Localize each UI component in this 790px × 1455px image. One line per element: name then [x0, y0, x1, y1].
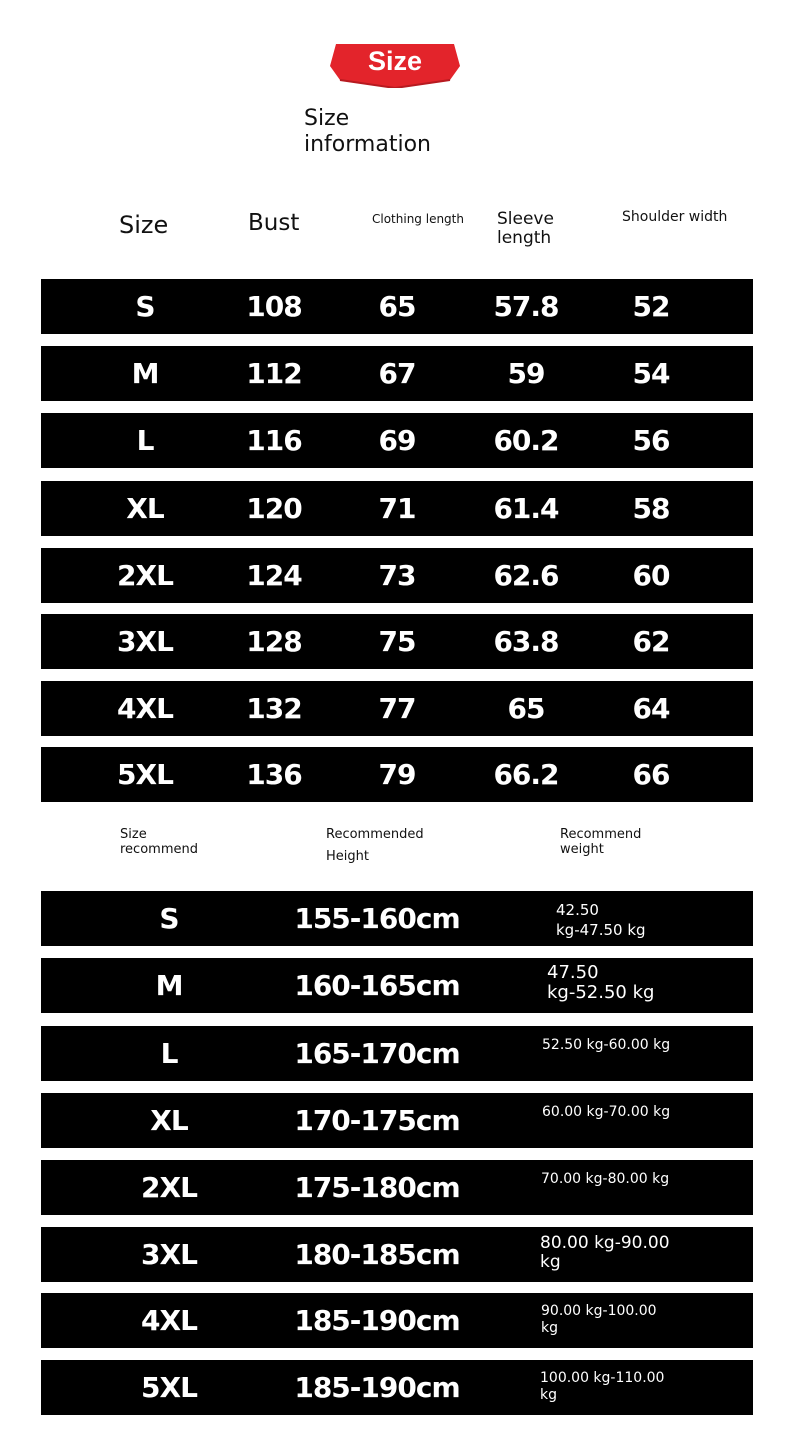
cell-height: 175-180cm	[294, 1171, 460, 1204]
size-badge	[330, 40, 460, 88]
cell-weight-line-2: kg-47.50 kg	[556, 921, 646, 939]
table-row	[41, 614, 753, 669]
header-size: Size	[119, 211, 169, 239]
cell-weight-line-2: kg	[540, 1252, 561, 1272]
cell-weight-line-1: 90.00 kg-100.00	[541, 1303, 657, 1319]
table-row	[41, 548, 753, 603]
cell-size: L	[160, 1037, 178, 1070]
header-sleeve-length	[497, 210, 554, 248]
cell-bust: 120	[246, 492, 302, 525]
cell-weight-line-1: 47.50	[547, 962, 599, 983]
cell-height: 170-175cm	[294, 1104, 460, 1137]
cell-bust: 116	[246, 424, 302, 457]
cell-length: 75	[378, 625, 416, 658]
table-row	[41, 1093, 753, 1148]
cell-bust: 136	[246, 758, 302, 791]
cell-height: 185-190cm	[294, 1371, 460, 1404]
header-size-recommend	[120, 827, 198, 857]
cell-size: 2XL	[141, 1171, 197, 1204]
cell-length: 77	[378, 692, 416, 725]
cell-size: XL	[150, 1104, 188, 1137]
cell-weight-line-2: kg	[541, 1320, 558, 1336]
header-height-line-1: Recommended	[326, 827, 424, 842]
cell-size: 3XL	[141, 1238, 197, 1271]
cell-shoulder: 58	[632, 492, 670, 525]
table-row	[41, 413, 753, 468]
table-row	[41, 1360, 753, 1415]
cell-weight	[541, 1303, 657, 1337]
cell-size: 2XL	[117, 559, 173, 592]
table-row	[41, 1160, 753, 1215]
cell-weight-line-1: 80.00 kg-90.00	[540, 1233, 670, 1253]
cell-shoulder: 62	[632, 625, 670, 658]
cell-size: 5XL	[117, 758, 173, 791]
cell-shoulder: 52	[632, 290, 670, 323]
cell-bust: 128	[246, 625, 302, 658]
cell-sleeve: 66.2	[493, 758, 559, 791]
cell-bust: 108	[246, 290, 302, 323]
table-row	[41, 958, 753, 1013]
cell-length: 79	[378, 758, 416, 791]
table-row	[41, 346, 753, 401]
cell-length: 69	[378, 424, 416, 457]
header-recommend-weight	[560, 827, 641, 857]
table-row	[41, 1026, 753, 1081]
table-row	[41, 891, 753, 946]
header-sleeve-line-1: Sleeve	[497, 209, 554, 229]
title-line-2: information	[304, 132, 431, 157]
cell-sleeve: 59	[507, 357, 545, 390]
table-row	[41, 1227, 753, 1282]
header-bust: Bust	[248, 210, 300, 236]
cell-weight	[547, 963, 654, 1003]
table-row	[41, 481, 753, 536]
header-height-line-2: Height	[326, 849, 369, 864]
cell-weight-line-2: kg	[540, 1387, 557, 1403]
cell-size: S	[159, 902, 179, 935]
cell-weight	[542, 1036, 670, 1054]
cell-weight	[540, 1234, 670, 1272]
header-weight-line-2: weight	[560, 842, 604, 857]
cell-height: 165-170cm	[294, 1037, 460, 1070]
cell-weight-line-1: 70.00 kg-80.00 kg	[541, 1171, 670, 1187]
cell-shoulder: 54	[632, 357, 670, 390]
header-size-recommend-line-2: recommend	[120, 842, 198, 857]
cell-weight-line-1: 42.50	[556, 901, 599, 919]
table-row	[41, 681, 753, 736]
cell-size: 4XL	[141, 1304, 197, 1337]
cell-weight	[556, 900, 646, 940]
cell-bust: 112	[246, 357, 302, 390]
header-clothing-length: Clothing length	[372, 212, 464, 226]
cell-weight-line-2: kg-52.50 kg	[547, 982, 655, 1003]
cell-bust: 132	[246, 692, 302, 725]
header-shoulder-width: Shoulder width	[622, 209, 728, 225]
cell-shoulder: 66	[632, 758, 670, 791]
cell-sleeve: 61.4	[493, 492, 559, 525]
cell-weight-line-1: 100.00 kg-110.00	[540, 1370, 665, 1386]
cell-sleeve: 57.8	[493, 290, 559, 323]
cell-length: 65	[378, 290, 416, 323]
cell-sleeve: 63.8	[493, 625, 559, 658]
table-row	[41, 747, 753, 802]
header-weight-line-1: Recommend	[560, 827, 642, 842]
cell-height: 180-185cm	[294, 1238, 460, 1271]
cell-weight	[540, 1370, 664, 1404]
cell-size: L	[136, 424, 154, 457]
cell-size: M	[131, 357, 159, 390]
cell-size: 4XL	[117, 692, 173, 725]
cell-height: 185-190cm	[294, 1304, 460, 1337]
cell-weight	[541, 1170, 669, 1188]
cell-sleeve: 62.6	[493, 559, 559, 592]
page-title	[304, 106, 504, 158]
table-row	[41, 279, 753, 334]
cell-bust: 124	[246, 559, 302, 592]
cell-height: 160-165cm	[294, 969, 460, 1002]
header-recommended-height	[326, 824, 424, 868]
cell-size: XL	[126, 492, 164, 525]
cell-shoulder: 56	[632, 424, 670, 457]
header-size-recommend-line-1: Size	[120, 827, 147, 842]
cell-sleeve: 65	[507, 692, 545, 725]
cell-weight-line-1: 52.50 kg-60.00 kg	[542, 1037, 671, 1053]
header-sleeve-line-2: length	[497, 228, 552, 248]
cell-size: 3XL	[117, 625, 173, 658]
badge-label: Size	[367, 46, 423, 76]
cell-sleeve: 60.2	[493, 424, 559, 457]
cell-length: 73	[378, 559, 416, 592]
cell-length: 67	[378, 357, 416, 390]
cell-shoulder: 64	[632, 692, 670, 725]
cell-size: S	[135, 290, 155, 323]
cell-size: 5XL	[141, 1371, 197, 1404]
table-row	[41, 1293, 753, 1348]
title-line-1: Size	[304, 106, 350, 131]
cell-weight-line-1: 60.00 kg-70.00 kg	[542, 1104, 671, 1120]
cell-shoulder: 60	[632, 559, 670, 592]
cell-weight	[542, 1103, 670, 1121]
cell-length: 71	[378, 492, 416, 525]
cell-size: M	[155, 969, 183, 1002]
cell-height: 155-160cm	[294, 902, 460, 935]
